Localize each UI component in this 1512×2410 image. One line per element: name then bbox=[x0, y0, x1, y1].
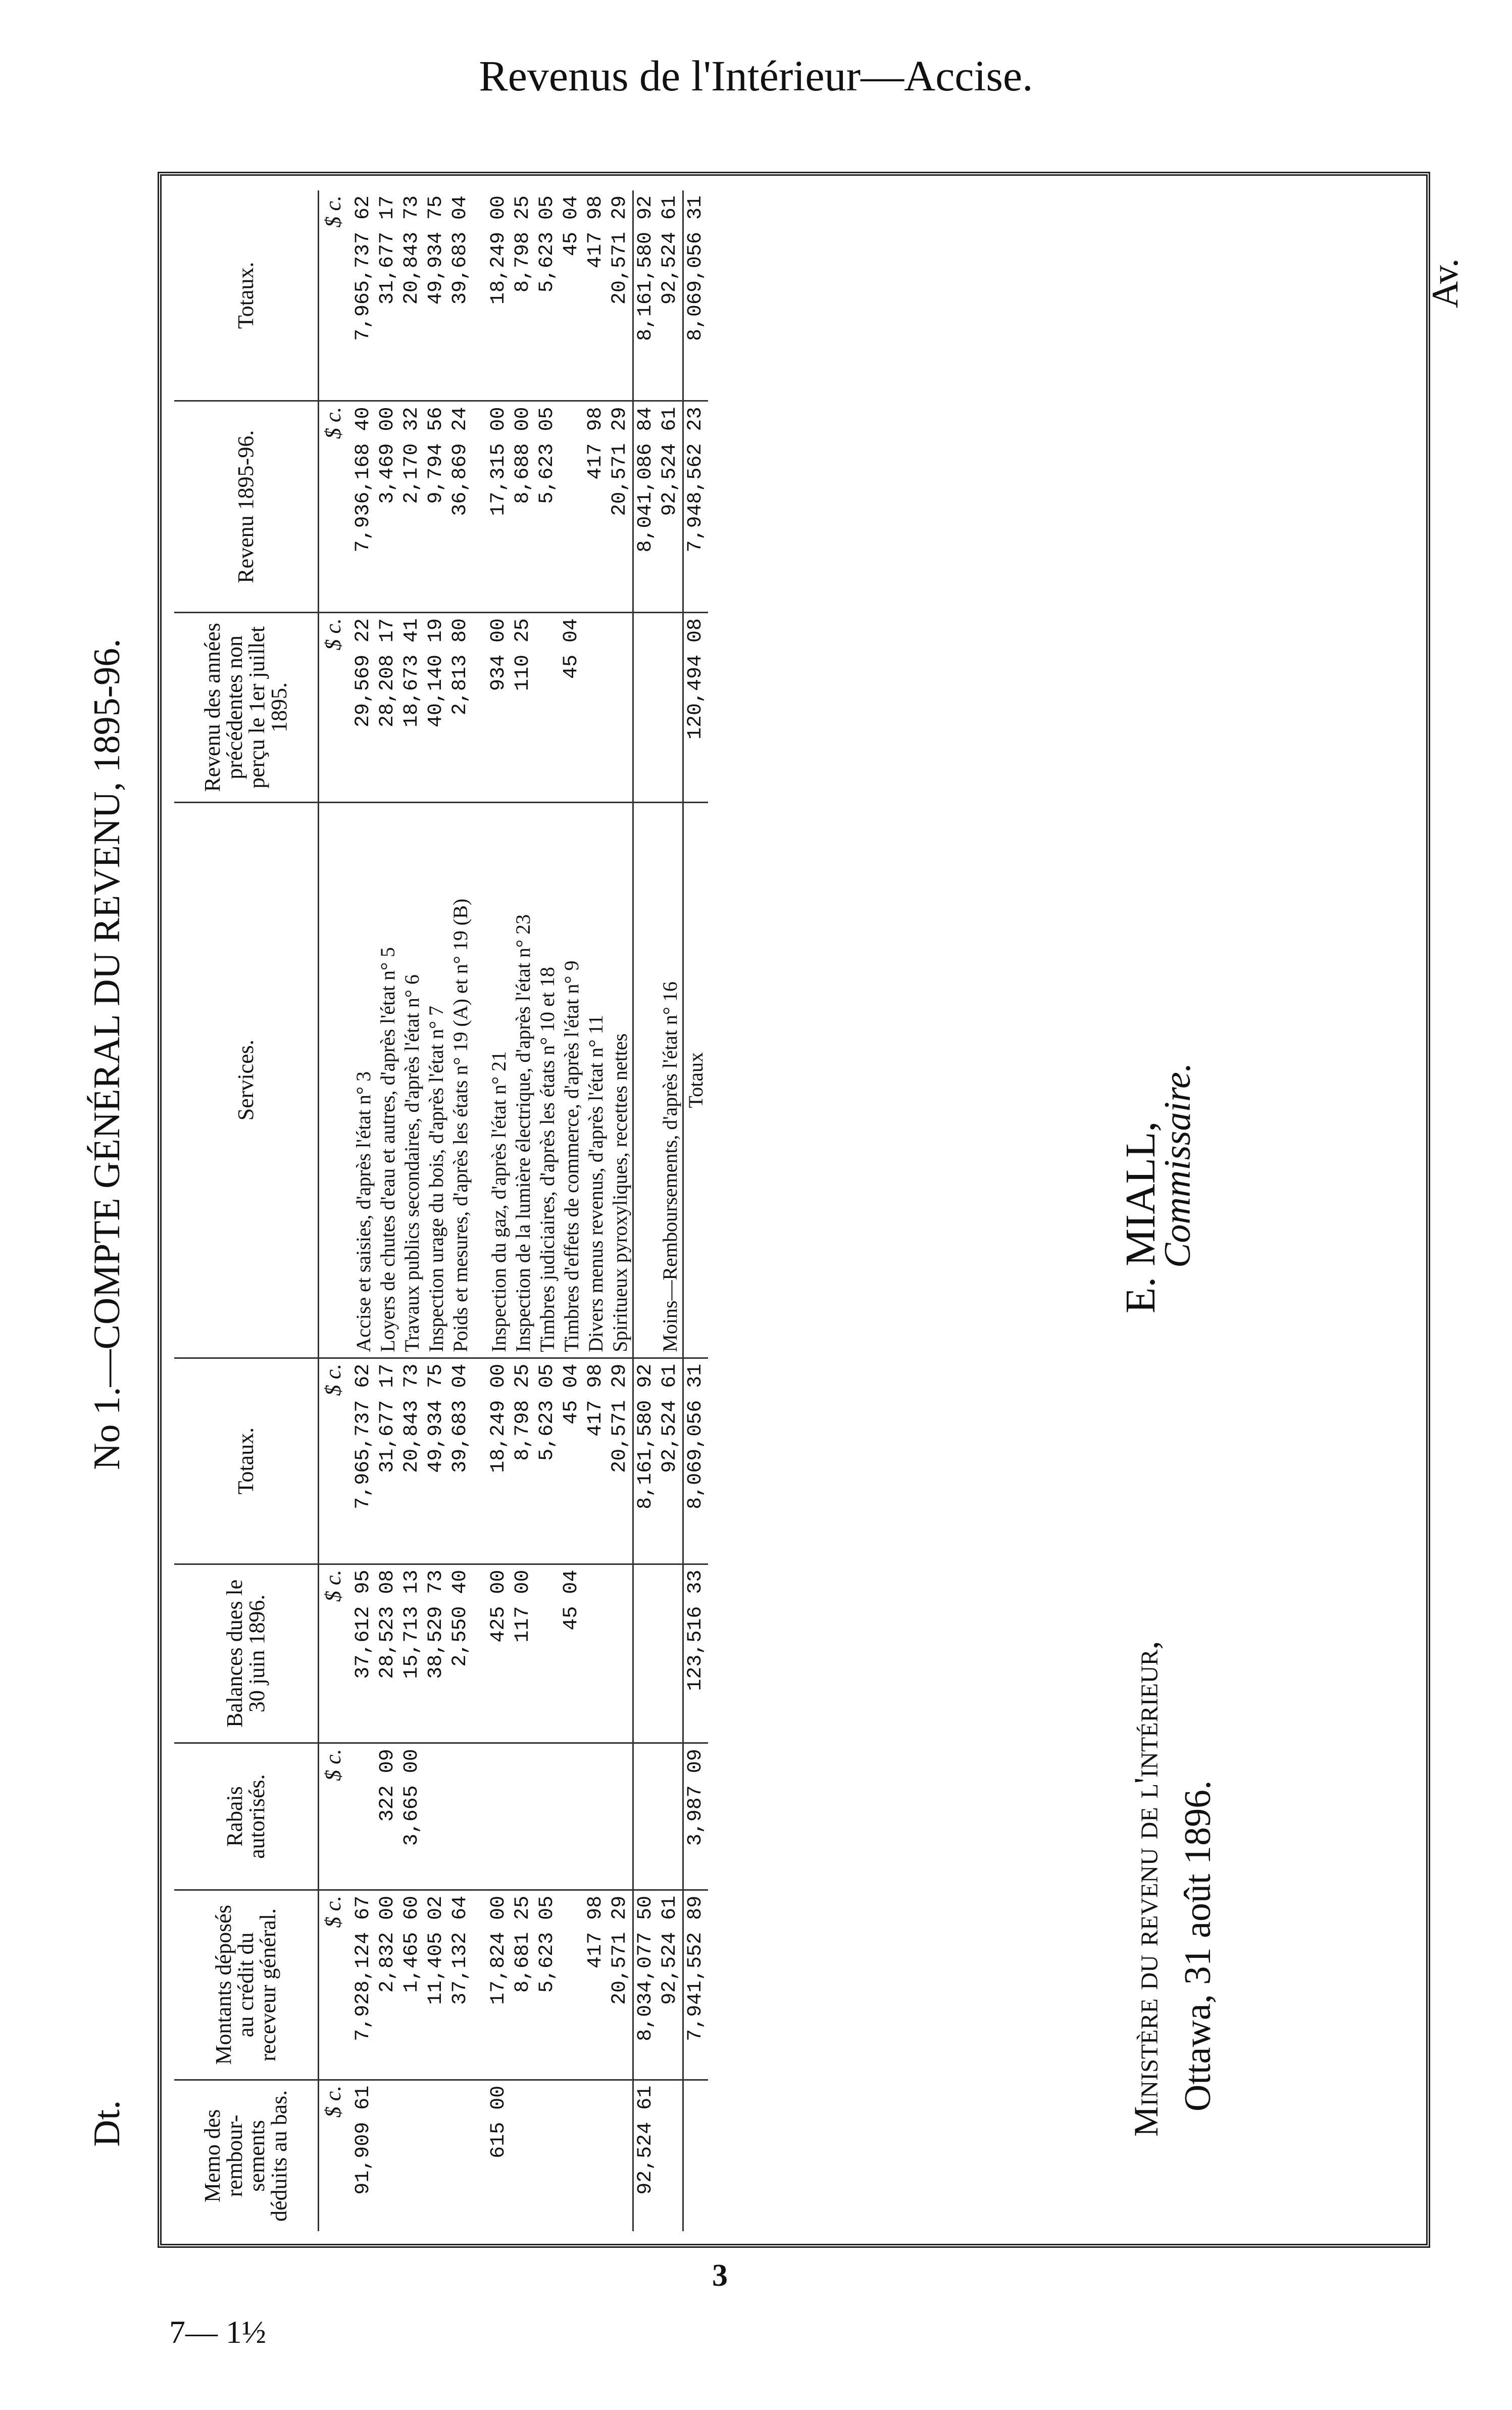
header-montants: Montants déposés au crédit du receveur général. bbox=[174, 1890, 319, 2080]
cell-totaux: 20,571 29 bbox=[608, 1358, 633, 1564]
cell-balances: 38,529 73 bbox=[424, 1564, 448, 1743]
cell-balances: 123,516 33 bbox=[683, 1564, 709, 1743]
ministry-line: Ministère du revenu de l'intérieur, bbox=[1127, 1641, 1165, 2137]
cell-montants: 7,928,124 67 bbox=[351, 1890, 376, 2080]
cell-memo bbox=[560, 2080, 584, 2231]
cell-totaux: 31,677 17 bbox=[376, 1358, 400, 1564]
table-row bbox=[608, 190, 633, 2231]
cell-revenu-precedent: 110 25 bbox=[511, 612, 535, 802]
cell-total: 8,798 25 bbox=[511, 190, 535, 401]
cell-montants: 11,405 02 bbox=[424, 1890, 448, 2080]
table-row bbox=[376, 190, 400, 2231]
cell-rabais bbox=[424, 1743, 448, 1890]
debit-label: Dt. bbox=[86, 2100, 128, 2147]
cell-revenu: 9,794 56 bbox=[424, 401, 448, 612]
cell-service: Spiritueux pyroxyliques, recettes nettes bbox=[608, 802, 633, 1358]
cell-balances bbox=[535, 1564, 560, 1743]
cell-revenu: 2,170 32 bbox=[400, 401, 424, 612]
subtotal-row bbox=[633, 190, 659, 2231]
cell-revenu: 8,688 00 bbox=[511, 401, 535, 612]
cell-balances: 15,713 13 bbox=[400, 1564, 424, 1743]
table-row bbox=[351, 190, 376, 2231]
cell-totaux: 49,934 75 bbox=[424, 1358, 448, 1564]
unit-label: $ c. bbox=[319, 612, 352, 802]
cell-totaux: 8,161,580 92 bbox=[633, 1358, 659, 1564]
credit-label: Av. bbox=[1425, 258, 1466, 308]
cell-total: 49,934 75 bbox=[424, 190, 448, 401]
cell-balances: 117 00 bbox=[511, 1564, 535, 1743]
cell-service: Totaux bbox=[683, 802, 709, 1358]
cell-rabais bbox=[535, 1743, 560, 1890]
cell-memo bbox=[511, 2080, 535, 2231]
cell-totaux: 5,623 05 bbox=[535, 1358, 560, 1564]
cell-service: Accise et saisies, d'après l'état n° 3 bbox=[351, 802, 376, 1358]
cell-revenu-precedent: 29,569 22 bbox=[351, 612, 376, 802]
cell-revenu: 20,571 29 bbox=[608, 401, 633, 612]
page-header: Revenus de l'Intérieur—Accise. bbox=[479, 52, 1033, 100]
cell-balances: 2,550 40 bbox=[448, 1564, 473, 1743]
cell-memo bbox=[424, 2080, 448, 2231]
cell-revenu-precedent: 40,140 19 bbox=[424, 612, 448, 802]
cell-rabais bbox=[448, 1743, 473, 1890]
cell-totaux: 7,965,737 62 bbox=[351, 1358, 376, 1564]
cell-revenu-precedent: 934 00 bbox=[487, 612, 511, 802]
cell-revenu-precedent bbox=[584, 612, 608, 802]
cell-memo bbox=[584, 2080, 608, 2231]
cell-rabais bbox=[584, 1743, 608, 1890]
table-row bbox=[400, 190, 424, 2231]
totals-row bbox=[683, 190, 709, 2231]
header-balances: Balances dues le 30 juin 1896. bbox=[174, 1564, 319, 1743]
unit-label: $ c. bbox=[319, 1890, 352, 2080]
cell-rabais bbox=[511, 1743, 535, 1890]
cell-balances bbox=[658, 1564, 683, 1743]
cell-total: 20,843 73 bbox=[400, 190, 424, 401]
cell-totaux: 20,843 73 bbox=[400, 1358, 424, 1564]
header-revenu-precedent: Revenu des années précédentes non perçu le 1er juillet 1895. bbox=[174, 612, 319, 802]
cell-total: 7,965,737 62 bbox=[351, 190, 376, 401]
header-totaux-right: Totaux. bbox=[174, 190, 319, 401]
cell-memo bbox=[608, 2080, 633, 2231]
cell-service: Travaux publics secondaires, d'après l'état n° 6 bbox=[400, 802, 424, 1358]
cell-totaux: 39,683 04 bbox=[448, 1358, 473, 1564]
cell-revenu bbox=[560, 401, 584, 612]
print-mark: 7— 1½ bbox=[169, 2314, 266, 2350]
cell-revenu-precedent bbox=[633, 612, 659, 802]
cell-memo bbox=[683, 2080, 709, 2231]
cell-revenu: 5,623 05 bbox=[535, 401, 560, 612]
cell-balances: 425 00 bbox=[487, 1564, 511, 1743]
account-table-frame bbox=[158, 172, 1430, 2248]
document-title: No 1.—COMPTE GÉNÉRAL DU REVENU, 1895-96. bbox=[86, 638, 128, 1470]
cell-montants: 417 98 bbox=[584, 1890, 608, 2080]
cell-service: Inspection urage du bois, d'après l'état n° 7 bbox=[424, 802, 448, 1358]
cell-rabais bbox=[351, 1743, 376, 1890]
cell-revenu: 7,948,562 23 bbox=[683, 401, 709, 612]
cell-balances bbox=[633, 1564, 659, 1743]
cell-service: Loyers de chutes d'eau et autres, d'après l'état n° 5 bbox=[376, 802, 400, 1358]
page-number: 3 bbox=[712, 2258, 728, 2293]
cell-memo bbox=[535, 2080, 560, 2231]
spacer-row bbox=[473, 190, 487, 2231]
header-services: Services. bbox=[174, 802, 319, 1358]
cell-total: 39,683 04 bbox=[448, 190, 473, 401]
place-date-line: Ottawa, 31 août 1896. bbox=[1177, 1780, 1219, 2111]
cell-revenu: 3,469 00 bbox=[376, 401, 400, 612]
cell-revenu-precedent: 45 04 bbox=[560, 612, 584, 802]
cell-memo: 92,524 61 bbox=[633, 2080, 659, 2231]
unit-label: $ c. bbox=[319, 190, 352, 401]
header-rabais: Rabais autorisés. bbox=[174, 1743, 319, 1890]
table-header-row bbox=[174, 190, 319, 2231]
cell-revenu: 8,041,086 84 bbox=[633, 401, 659, 612]
unit-label: $ c. bbox=[319, 1564, 352, 1743]
table-row bbox=[584, 190, 608, 2231]
cell-montants bbox=[560, 1890, 584, 2080]
cell-revenu: 7,936,168 40 bbox=[351, 401, 376, 612]
unit-label: $ c. bbox=[321, 2085, 345, 2118]
cell-total: 8,161,580 92 bbox=[633, 190, 659, 401]
signatory-name: E. MIALL, bbox=[1117, 1121, 1164, 1313]
cell-total: 45 04 bbox=[560, 190, 584, 401]
cell-revenu: 36,869 24 bbox=[448, 401, 473, 612]
cell-memo: 615 00 bbox=[487, 2085, 510, 2158]
cell-montants: 92,524 61 bbox=[658, 1890, 683, 2080]
cell-memo bbox=[400, 2080, 424, 2231]
cell-montants: 37,132 64 bbox=[448, 1890, 473, 2080]
account-table bbox=[174, 190, 708, 2231]
cell-memo bbox=[448, 2080, 473, 2231]
cell-montants: 2,832 00 bbox=[376, 1890, 400, 2080]
cell-service bbox=[633, 802, 659, 1358]
cell-totaux: 18,249 00 bbox=[487, 1358, 511, 1564]
unit-label: $ c. bbox=[319, 1743, 352, 1890]
cell-service: Inspection du gaz, d'après l'état n° 21 bbox=[487, 802, 511, 1358]
cell-service: Inspection de la lumière électrique, d'après l'état n° 23 bbox=[511, 802, 535, 1358]
cell-memo bbox=[658, 2080, 683, 2231]
cell-total: 5,623 05 bbox=[535, 190, 560, 401]
cell-revenu: 92,524 61 bbox=[658, 401, 683, 612]
cell-total: 92,524 61 bbox=[658, 190, 683, 401]
cell-balances bbox=[608, 1564, 633, 1743]
cell-balances bbox=[584, 1564, 608, 1743]
cell-revenu-precedent: 28,208 17 bbox=[376, 612, 400, 802]
cell-revenu-precedent bbox=[608, 612, 633, 802]
cell-total: 18,249 00 bbox=[487, 190, 511, 401]
header-memo: Memo des rembour-sements déduits au bas. bbox=[174, 2080, 319, 2231]
cell-memo: 91,909 61 bbox=[352, 2085, 375, 2195]
cell-montants: 20,571 29 bbox=[608, 1890, 633, 2080]
cell-rabais bbox=[658, 1743, 683, 1890]
cell-revenu: 417 98 bbox=[584, 401, 608, 612]
signatory-title: Commissaire. bbox=[1157, 1062, 1198, 1268]
cell-service: Divers menus revenus, d'après l'état n° 11 bbox=[584, 802, 608, 1358]
cell-montants: 8,034,077 50 bbox=[633, 1890, 659, 2080]
units-row bbox=[319, 190, 352, 2231]
table-row bbox=[487, 190, 511, 2231]
cell-revenu: 17,315 00 bbox=[487, 401, 511, 612]
cell-totaux: 8,069,056 31 bbox=[683, 1358, 709, 1564]
cell-total: 8,069,056 31 bbox=[683, 190, 709, 401]
cell-memo bbox=[376, 2080, 400, 2231]
cell-totaux: 92,524 61 bbox=[658, 1358, 683, 1564]
unit-spacer bbox=[319, 802, 352, 1358]
unit-label: $ c. bbox=[319, 401, 352, 612]
table-row bbox=[560, 190, 584, 2231]
cell-balances: 28,523 08 bbox=[376, 1564, 400, 1743]
refunds-row bbox=[658, 190, 683, 2231]
header-totaux-left: Totaux. bbox=[174, 1358, 319, 1564]
cell-service: Timbres judiciaires, d'après les états n° 10 et 18 bbox=[535, 802, 560, 1358]
cell-service: Timbres d'effets de commerce, d'après l'état n° 9 bbox=[560, 802, 584, 1358]
cell-revenu-precedent bbox=[535, 612, 560, 802]
cell-rabais bbox=[633, 1743, 659, 1890]
cell-montants: 8,681 25 bbox=[511, 1890, 535, 2080]
cell-rabais: 322 09 bbox=[376, 1743, 400, 1890]
header-revenu-1895-96: Revenu 1895-96. bbox=[174, 401, 319, 612]
cell-rabais bbox=[560, 1743, 584, 1890]
cell-montants: 17,824 00 bbox=[487, 1890, 511, 2080]
table-row bbox=[535, 190, 560, 2231]
table-row bbox=[424, 190, 448, 2231]
cell-total: 417 98 bbox=[584, 190, 608, 401]
cell-service: Moins—Remboursements, d'après l'état n° 16 bbox=[658, 802, 683, 1358]
cell-revenu-precedent: 120,494 08 bbox=[683, 612, 709, 802]
cell-totaux: 8,798 25 bbox=[511, 1358, 535, 1564]
table-row bbox=[511, 190, 535, 2231]
cell-montants: 5,623 05 bbox=[535, 1890, 560, 2080]
cell-montants: 1,465 60 bbox=[400, 1890, 424, 2080]
cell-revenu-precedent: 18,673 41 bbox=[400, 612, 424, 802]
cell-rabais: 3,665 00 bbox=[400, 1743, 424, 1890]
cell-rabais bbox=[608, 1743, 633, 1890]
unit-label: $ c. bbox=[319, 1358, 352, 1564]
table-row bbox=[448, 190, 473, 2231]
cell-balances: 45 04 bbox=[560, 1564, 584, 1743]
cell-totaux: 417 98 bbox=[584, 1358, 608, 1564]
cell-total: 31,677 17 bbox=[376, 190, 400, 401]
cell-rabais bbox=[487, 1743, 511, 1890]
cell-montants: 7,941,552 89 bbox=[683, 1890, 709, 2080]
cell-revenu-precedent bbox=[658, 612, 683, 802]
cell-service: Poids et mesures, d'après les états n° 19 (A) et n° 19 (B) bbox=[448, 802, 473, 1358]
cell-total: 20,571 29 bbox=[608, 190, 633, 401]
cell-totaux: 45 04 bbox=[560, 1358, 584, 1564]
cell-rabais: 3,987 09 bbox=[683, 1743, 709, 1890]
cell-balances: 37,612 95 bbox=[351, 1564, 376, 1743]
cell-revenu-precedent: 2,813 80 bbox=[448, 612, 473, 802]
